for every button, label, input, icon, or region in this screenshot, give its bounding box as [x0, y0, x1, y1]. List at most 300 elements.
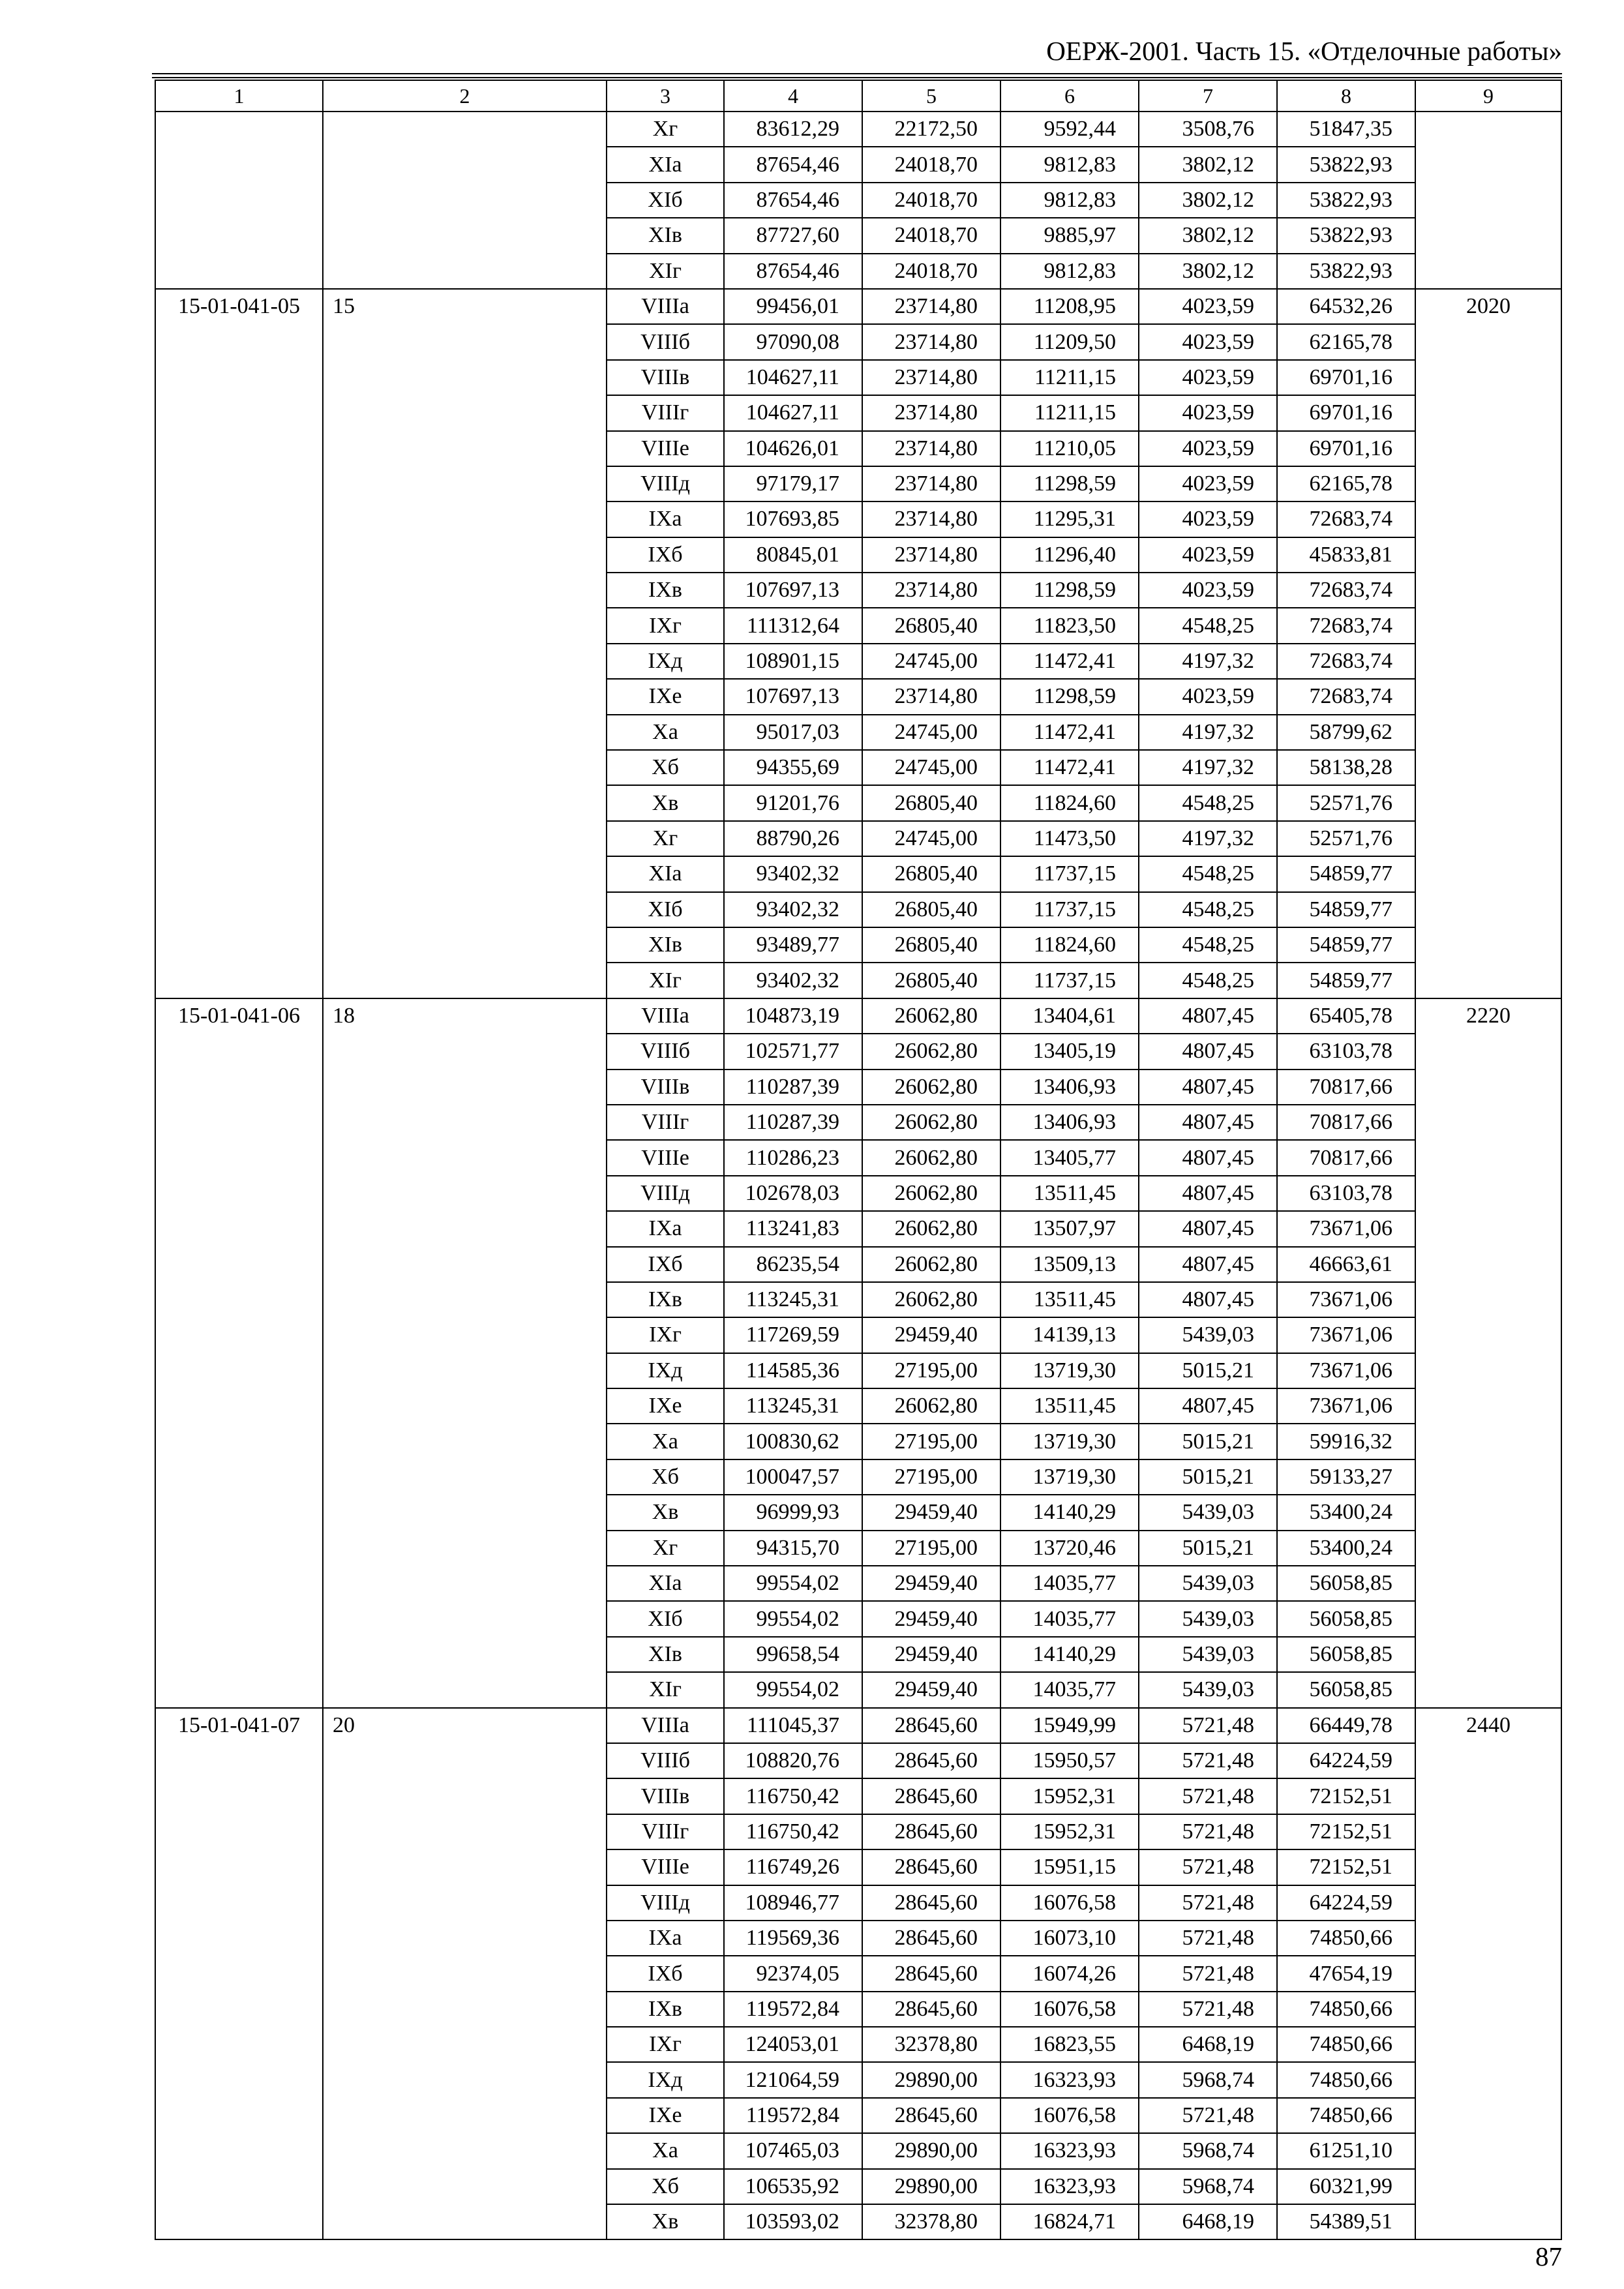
value-cell: 24745,00 — [862, 750, 1000, 785]
value-cell: 29890,00 — [862, 2062, 1000, 2097]
value-cell: 4023,59 — [1139, 289, 1277, 324]
value-cell: 69701,16 — [1277, 395, 1415, 430]
value-cell: 24745,00 — [862, 715, 1000, 750]
column-9-cell: 2440 — [1415, 1708, 1561, 2240]
header-double-rule — [152, 73, 1562, 78]
value-cell: 11298,59 — [1000, 679, 1139, 714]
class-cell: VIIIa — [607, 1708, 724, 1743]
value-cell: 15952,31 — [1000, 1778, 1139, 1814]
value-cell: 28645,60 — [862, 2098, 1000, 2133]
value-cell: 56058,85 — [1277, 1601, 1415, 1636]
value-cell: 4807,45 — [1139, 1176, 1277, 1211]
value-cell: 73671,06 — [1277, 1282, 1415, 1317]
value-cell: 29459,40 — [862, 1495, 1000, 1530]
value-cell: 5721,48 — [1139, 1849, 1277, 1885]
table-row — [155, 289, 1561, 324]
value-cell: 26062,80 — [862, 998, 1000, 1034]
value-cell: 26062,80 — [862, 1282, 1000, 1317]
class-cell: Xa — [607, 1424, 724, 1459]
value-cell: 56058,85 — [1277, 1672, 1415, 1707]
value-cell: 13511,45 — [1000, 1176, 1139, 1211]
value-cell: 97179,17 — [724, 466, 862, 501]
value-cell: 46663,61 — [1277, 1247, 1415, 1282]
value-cell: 91201,76 — [724, 785, 862, 820]
class-cell: IXa — [607, 501, 724, 537]
value-cell: 52571,76 — [1277, 785, 1415, 820]
value-cell: 94315,70 — [724, 1531, 862, 1566]
value-cell: 3802,12 — [1139, 218, 1277, 253]
value-cell: 4807,45 — [1139, 1034, 1277, 1069]
column-number-1: 1 — [155, 80, 323, 112]
value-cell: 72683,74 — [1277, 644, 1415, 679]
class-cell: XIa — [607, 1566, 724, 1601]
value-cell: 13404,61 — [1000, 998, 1139, 1034]
value-cell: 26062,80 — [862, 1388, 1000, 1424]
value-cell: 4548,25 — [1139, 892, 1277, 927]
class-cell: Xг — [607, 1531, 724, 1566]
value-cell: 29459,40 — [862, 1672, 1000, 1707]
class-cell: VIIIa — [607, 998, 724, 1034]
value-cell: 27195,00 — [862, 1531, 1000, 1566]
value-cell: 4023,59 — [1139, 466, 1277, 501]
value-cell: 23714,80 — [862, 501, 1000, 537]
value-cell: 24745,00 — [862, 644, 1000, 679]
value-cell: 11211,15 — [1000, 360, 1139, 395]
value-cell: 72683,74 — [1277, 608, 1415, 643]
value-cell: 73671,06 — [1277, 1388, 1415, 1424]
class-cell: VIIIe — [607, 431, 724, 466]
value-cell: 117269,59 — [724, 1317, 862, 1353]
value-cell: 63103,78 — [1277, 1034, 1415, 1069]
value-cell: 5439,03 — [1139, 1566, 1277, 1601]
value-cell: 13719,30 — [1000, 1353, 1139, 1388]
value-cell: 11208,95 — [1000, 289, 1139, 324]
value-cell: 74850,66 — [1277, 1921, 1415, 1956]
value-cell: 29459,40 — [862, 1637, 1000, 1672]
value-cell: 5968,74 — [1139, 2133, 1277, 2168]
column-number-4: 4 — [724, 80, 862, 112]
class-cell: Xв — [607, 1495, 724, 1530]
column-number-6: 6 — [1000, 80, 1139, 112]
value-cell: 116749,26 — [724, 1849, 862, 1885]
value-cell: 28645,60 — [862, 1921, 1000, 1956]
rates-table — [155, 80, 1562, 2240]
value-cell: 11823,50 — [1000, 608, 1139, 643]
value-cell: 74850,66 — [1277, 2098, 1415, 2133]
column-2-cell: 18 — [323, 998, 607, 1708]
value-cell: 96999,93 — [724, 1495, 862, 1530]
column-number-row — [155, 80, 1561, 112]
value-cell: 23714,80 — [862, 679, 1000, 714]
value-cell: 70817,66 — [1277, 1070, 1415, 1105]
value-cell: 97090,08 — [724, 324, 862, 359]
class-cell: XIa — [607, 147, 724, 182]
value-cell: 100830,62 — [724, 1424, 862, 1459]
value-cell: 63103,78 — [1277, 1176, 1415, 1211]
value-cell: 95017,03 — [724, 715, 862, 750]
value-cell: 32378,80 — [862, 2027, 1000, 2062]
value-cell: 64532,26 — [1277, 289, 1415, 324]
value-cell: 16076,58 — [1000, 2098, 1139, 2133]
value-cell: 116750,42 — [724, 1814, 862, 1849]
value-cell: 54859,77 — [1277, 927, 1415, 963]
value-cell: 54859,77 — [1277, 963, 1415, 998]
value-cell: 16823,55 — [1000, 2027, 1139, 2062]
value-cell: 11737,15 — [1000, 963, 1139, 998]
value-cell: 72152,51 — [1277, 1778, 1415, 1814]
value-cell: 11211,15 — [1000, 395, 1139, 430]
class-cell: IXб — [607, 1247, 724, 1282]
value-cell: 4197,32 — [1139, 750, 1277, 785]
value-cell: 26805,40 — [862, 785, 1000, 820]
value-cell: 110287,39 — [724, 1070, 862, 1105]
value-cell: 107697,13 — [724, 573, 862, 608]
value-cell: 27195,00 — [862, 1424, 1000, 1459]
value-cell: 4807,45 — [1139, 998, 1277, 1034]
value-cell: 110287,39 — [724, 1105, 862, 1140]
value-cell: 107697,13 — [724, 679, 862, 714]
class-cell: VIIIв — [607, 1070, 724, 1105]
value-cell: 60321,99 — [1277, 2169, 1415, 2204]
class-cell: IXв — [607, 1992, 724, 2027]
value-cell: 74850,66 — [1277, 1992, 1415, 2027]
table-row — [155, 998, 1561, 1034]
column-number-9: 9 — [1415, 80, 1561, 112]
value-cell: 13509,13 — [1000, 1247, 1139, 1282]
value-cell: 99658,54 — [724, 1637, 862, 1672]
value-cell: 27195,00 — [862, 1353, 1000, 1388]
value-cell: 11298,59 — [1000, 466, 1139, 501]
value-cell: 73671,06 — [1277, 1353, 1415, 1388]
value-cell: 24018,70 — [862, 183, 1000, 218]
column-9-cell: 2220 — [1415, 998, 1561, 1708]
value-cell: 93402,32 — [724, 856, 862, 891]
value-cell: 69701,16 — [1277, 431, 1415, 466]
value-cell: 108820,76 — [724, 1743, 862, 1778]
value-cell: 16824,71 — [1000, 2204, 1139, 2239]
value-cell: 5015,21 — [1139, 1531, 1277, 1566]
value-cell: 15952,31 — [1000, 1814, 1139, 1849]
value-cell: 3802,12 — [1139, 254, 1277, 289]
class-cell: IXa — [607, 1211, 724, 1246]
value-cell: 16076,58 — [1000, 1992, 1139, 2027]
value-cell: 113241,83 — [724, 1211, 862, 1246]
column-9-cell: 2020 — [1415, 289, 1561, 998]
value-cell: 111045,37 — [724, 1708, 862, 1743]
class-cell: IXe — [607, 2098, 724, 2133]
value-cell: 11473,50 — [1000, 821, 1139, 856]
value-cell: 4548,25 — [1139, 785, 1277, 820]
value-cell: 107465,03 — [724, 2133, 862, 2168]
value-cell: 26805,40 — [862, 963, 1000, 998]
value-cell: 11295,31 — [1000, 501, 1139, 537]
class-cell: VIIIд — [607, 466, 724, 501]
value-cell: 93489,77 — [724, 927, 862, 963]
value-cell: 4548,25 — [1139, 927, 1277, 963]
value-cell: 9812,83 — [1000, 183, 1139, 218]
value-cell: 103593,02 — [724, 2204, 862, 2239]
value-cell: 16074,26 — [1000, 1956, 1139, 1991]
value-cell: 4023,59 — [1139, 537, 1277, 573]
value-cell: 104626,01 — [724, 431, 862, 466]
value-cell: 16323,93 — [1000, 2169, 1139, 2204]
value-cell: 124053,01 — [724, 2027, 862, 2062]
class-cell: XIг — [607, 1672, 724, 1707]
value-cell: 28645,60 — [862, 1885, 1000, 1921]
class-cell: IXд — [607, 644, 724, 679]
value-cell: 13511,45 — [1000, 1282, 1139, 1317]
value-cell: 5968,74 — [1139, 2169, 1277, 2204]
value-cell: 5015,21 — [1139, 1424, 1277, 1459]
value-cell: 11298,59 — [1000, 573, 1139, 608]
class-cell: XIв — [607, 1637, 724, 1672]
value-cell: 13405,19 — [1000, 1034, 1139, 1069]
value-cell: 11737,15 — [1000, 856, 1139, 891]
value-cell: 4807,45 — [1139, 1070, 1277, 1105]
value-cell: 11296,40 — [1000, 537, 1139, 573]
value-cell: 11472,41 — [1000, 644, 1139, 679]
value-cell: 11210,05 — [1000, 431, 1139, 466]
class-cell: XIб — [607, 183, 724, 218]
table-row — [155, 112, 1561, 147]
class-cell: VIIIв — [607, 360, 724, 395]
class-cell: XIг — [607, 254, 724, 289]
column-number-7: 7 — [1139, 80, 1277, 112]
value-cell: 93402,32 — [724, 892, 862, 927]
value-cell: 104627,11 — [724, 360, 862, 395]
class-cell: IXa — [607, 1921, 724, 1956]
column-number-5: 5 — [862, 80, 1000, 112]
value-cell: 51847,35 — [1277, 112, 1415, 147]
value-cell: 99554,02 — [724, 1566, 862, 1601]
value-cell: 56058,85 — [1277, 1566, 1415, 1601]
value-cell: 26062,80 — [862, 1105, 1000, 1140]
value-cell: 113245,31 — [724, 1388, 862, 1424]
value-cell: 5721,48 — [1139, 1992, 1277, 2027]
value-cell: 23714,80 — [862, 466, 1000, 501]
class-cell: VIIIд — [607, 1176, 724, 1211]
rate-code-cell — [155, 112, 323, 289]
value-cell: 27195,00 — [862, 1459, 1000, 1495]
value-cell: 29890,00 — [862, 2133, 1000, 2168]
value-cell: 5721,48 — [1139, 1921, 1277, 1956]
value-cell: 87727,60 — [724, 218, 862, 253]
class-cell: IXe — [607, 679, 724, 714]
value-cell: 13406,93 — [1000, 1105, 1139, 1140]
value-cell: 107693,85 — [724, 501, 862, 537]
value-cell: 54859,77 — [1277, 856, 1415, 891]
value-cell: 26805,40 — [862, 608, 1000, 643]
value-cell: 64224,59 — [1277, 1885, 1415, 1921]
column-number-3: 3 — [607, 80, 724, 112]
value-cell: 59916,32 — [1277, 1424, 1415, 1459]
value-cell: 73671,06 — [1277, 1211, 1415, 1246]
value-cell: 65405,78 — [1277, 998, 1415, 1034]
value-cell: 54859,77 — [1277, 892, 1415, 927]
class-cell: VIIIa — [607, 289, 724, 324]
value-cell: 26062,80 — [862, 1034, 1000, 1069]
value-cell: 83612,29 — [724, 112, 862, 147]
value-cell: 11472,41 — [1000, 715, 1139, 750]
value-cell: 4807,45 — [1139, 1140, 1277, 1175]
value-cell: 29459,40 — [862, 1317, 1000, 1353]
class-cell: XIг — [607, 963, 724, 998]
value-cell: 6468,19 — [1139, 2027, 1277, 2062]
column-9-cell — [1415, 112, 1561, 289]
value-cell: 13405,77 — [1000, 1140, 1139, 1175]
value-cell: 4023,59 — [1139, 679, 1277, 714]
value-cell: 23714,80 — [862, 289, 1000, 324]
value-cell: 22172,50 — [862, 112, 1000, 147]
value-cell: 92374,05 — [724, 1956, 862, 1991]
value-cell: 72683,74 — [1277, 679, 1415, 714]
class-cell: VIIIг — [607, 395, 724, 430]
value-cell: 53822,93 — [1277, 218, 1415, 253]
class-cell: IXд — [607, 1353, 724, 1388]
value-cell: 87654,46 — [724, 147, 862, 182]
value-cell: 15951,15 — [1000, 1849, 1139, 1885]
value-cell: 4807,45 — [1139, 1105, 1277, 1140]
class-cell: IXб — [607, 1956, 724, 1991]
value-cell: 4548,25 — [1139, 608, 1277, 643]
class-cell: VIIIe — [607, 1849, 724, 1885]
value-cell: 15949,99 — [1000, 1708, 1139, 1743]
value-cell: 14139,13 — [1000, 1317, 1139, 1353]
column-2-cell — [323, 112, 607, 289]
value-cell: 52571,76 — [1277, 821, 1415, 856]
value-cell: 28645,60 — [862, 1814, 1000, 1849]
value-cell: 4023,59 — [1139, 395, 1277, 430]
value-cell: 29459,40 — [862, 1566, 1000, 1601]
value-cell: 4807,45 — [1139, 1388, 1277, 1424]
class-cell: VIIIд — [607, 1885, 724, 1921]
value-cell: 24018,70 — [862, 218, 1000, 253]
value-cell: 69701,16 — [1277, 360, 1415, 395]
class-cell: VIIIe — [607, 1140, 724, 1175]
value-cell: 99554,02 — [724, 1672, 862, 1707]
value-cell: 94355,69 — [724, 750, 862, 785]
value-cell: 3802,12 — [1139, 183, 1277, 218]
value-cell: 5721,48 — [1139, 1956, 1277, 1991]
value-cell: 53400,24 — [1277, 1495, 1415, 1530]
value-cell: 28645,60 — [862, 1956, 1000, 1991]
value-cell: 4197,32 — [1139, 644, 1277, 679]
class-cell: XIб — [607, 1601, 724, 1636]
value-cell: 5721,48 — [1139, 2098, 1277, 2133]
value-cell: 13719,30 — [1000, 1424, 1139, 1459]
value-cell: 23714,80 — [862, 431, 1000, 466]
value-cell: 4807,45 — [1139, 1282, 1277, 1317]
value-cell: 5439,03 — [1139, 1317, 1277, 1353]
value-cell: 14035,77 — [1000, 1601, 1139, 1636]
value-cell: 100047,57 — [724, 1459, 862, 1495]
value-cell: 53822,93 — [1277, 147, 1415, 182]
value-cell: 24018,70 — [862, 254, 1000, 289]
value-cell: 88790,26 — [724, 821, 862, 856]
value-cell: 72683,74 — [1277, 501, 1415, 537]
value-cell: 5439,03 — [1139, 1601, 1277, 1636]
value-cell: 32378,80 — [862, 2204, 1000, 2239]
value-cell: 121064,59 — [724, 2062, 862, 2097]
value-cell: 72683,74 — [1277, 573, 1415, 608]
value-cell: 4548,25 — [1139, 963, 1277, 998]
value-cell: 16323,93 — [1000, 2133, 1139, 2168]
value-cell: 4023,59 — [1139, 324, 1277, 359]
value-cell: 26062,80 — [862, 1140, 1000, 1175]
value-cell: 5721,48 — [1139, 1743, 1277, 1778]
value-cell: 108946,77 — [724, 1885, 862, 1921]
value-cell: 4197,32 — [1139, 821, 1277, 856]
value-cell: 11824,60 — [1000, 927, 1139, 963]
page-number: 87 — [1535, 2241, 1562, 2271]
value-cell: 23714,80 — [862, 395, 1000, 430]
class-cell: IXб — [607, 537, 724, 573]
value-cell: 104873,19 — [724, 998, 862, 1034]
value-cell: 23714,80 — [862, 537, 1000, 573]
class-cell: IXв — [607, 1282, 724, 1317]
value-cell: 13511,45 — [1000, 1388, 1139, 1424]
value-cell: 74850,66 — [1277, 2062, 1415, 2097]
value-cell: 56058,85 — [1277, 1637, 1415, 1672]
value-cell: 70817,66 — [1277, 1140, 1415, 1175]
value-cell: 4807,45 — [1139, 1247, 1277, 1282]
value-cell: 58799,62 — [1277, 715, 1415, 750]
value-cell: 119572,84 — [724, 1992, 862, 2027]
value-cell: 47654,19 — [1277, 1956, 1415, 1991]
value-cell: 28645,60 — [862, 1708, 1000, 1743]
value-cell: 16073,10 — [1000, 1921, 1139, 1956]
value-cell: 6468,19 — [1139, 2204, 1277, 2239]
value-cell: 61251,10 — [1277, 2133, 1415, 2168]
value-cell: 14140,29 — [1000, 1495, 1139, 1530]
value-cell: 3802,12 — [1139, 147, 1277, 182]
value-cell: 70817,66 — [1277, 1105, 1415, 1140]
value-cell: 16076,58 — [1000, 1885, 1139, 1921]
table-body — [155, 112, 1561, 2239]
class-cell: XIв — [607, 218, 724, 253]
value-cell: 5015,21 — [1139, 1459, 1277, 1495]
class-cell: IXв — [607, 573, 724, 608]
class-cell: Xг — [607, 112, 724, 147]
value-cell: 28645,60 — [862, 1849, 1000, 1885]
value-cell: 53822,93 — [1277, 254, 1415, 289]
value-cell: 4548,25 — [1139, 856, 1277, 891]
value-cell: 11737,15 — [1000, 892, 1139, 927]
class-cell: Xб — [607, 2169, 724, 2204]
value-cell: 13507,97 — [1000, 1211, 1139, 1246]
class-cell: IXe — [607, 1388, 724, 1424]
value-cell: 11209,50 — [1000, 324, 1139, 359]
value-cell: 72152,51 — [1277, 1814, 1415, 1849]
value-cell: 9592,44 — [1000, 112, 1139, 147]
value-cell: 4023,59 — [1139, 501, 1277, 537]
value-cell: 119572,84 — [724, 2098, 862, 2133]
value-cell: 24018,70 — [862, 147, 1000, 182]
class-cell: VIIIб — [607, 1034, 724, 1069]
value-cell: 5721,48 — [1139, 1814, 1277, 1849]
document-header: ОЕРЖ-2001. Часть 15. «Отделочные работы» — [1046, 36, 1562, 66]
value-cell: 26062,80 — [862, 1070, 1000, 1105]
value-cell: 116750,42 — [724, 1778, 862, 1814]
value-cell: 74850,66 — [1277, 2027, 1415, 2062]
class-cell: XIa — [607, 856, 724, 891]
value-cell: 23714,80 — [862, 360, 1000, 395]
class-cell: Xб — [607, 1459, 724, 1495]
value-cell: 15950,57 — [1000, 1743, 1139, 1778]
value-cell: 13406,93 — [1000, 1070, 1139, 1105]
value-cell: 53400,24 — [1277, 1531, 1415, 1566]
value-cell: 102571,77 — [724, 1034, 862, 1069]
